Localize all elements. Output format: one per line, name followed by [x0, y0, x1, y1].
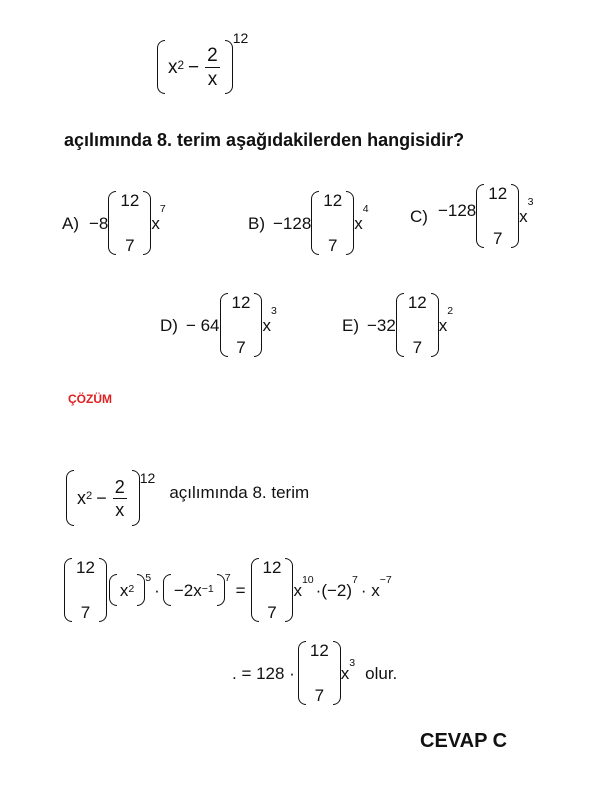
binomial	[108, 190, 151, 256]
option-exponent: 3	[527, 195, 534, 208]
option-label: A)	[62, 213, 79, 233]
binom-bottom: 7	[328, 236, 338, 255]
right-mid: ·(−2)	[315, 580, 353, 600]
binom-bottom: 7	[236, 338, 246, 357]
solution-line-2	[232, 640, 397, 706]
option-coefficient: −8	[89, 213, 109, 233]
right-x-exp: 10	[301, 573, 314, 586]
dot: ·	[154, 580, 160, 600]
option-e[interactable]	[342, 292, 453, 358]
binom-top: 12	[488, 184, 508, 203]
intro-fraction	[113, 478, 127, 519]
binom-bottom: 7	[314, 686, 325, 705]
fraction-numerator: 2	[114, 476, 125, 497]
expr-minus: −	[188, 56, 200, 78]
question-expression	[157, 29, 249, 94]
binomial	[251, 557, 294, 623]
binom-top: 12	[120, 191, 140, 210]
right-mid-exp: 7	[352, 573, 358, 586]
option-label: E)	[342, 315, 359, 335]
option-coefficient: −128	[437, 200, 477, 220]
option-d[interactable]	[160, 292, 277, 358]
option-exponent: 4	[362, 202, 369, 215]
binom-top: 12	[76, 558, 95, 577]
fraction-denominator: x	[207, 68, 218, 90]
option-exponent: 7	[159, 202, 166, 215]
intro-minus: −	[96, 488, 107, 508]
option-label: D)	[160, 315, 178, 335]
left-paren	[157, 40, 165, 94]
solution-intro	[66, 470, 309, 526]
option-coefficient: − 64	[185, 315, 220, 335]
binomial	[476, 183, 519, 249]
option-coefficient: −32	[367, 315, 396, 335]
equals: =	[235, 580, 246, 600]
question-prompt: açılımında 8. terim aşağıdakilerden hangisidir?	[64, 130, 465, 150]
part2-inner-exp: −1	[201, 582, 214, 595]
binom-top: 12	[262, 558, 282, 577]
expr-base-exp: 2	[177, 58, 185, 72]
expr-fraction	[205, 46, 220, 89]
option-label: B)	[248, 213, 265, 233]
part1-base: x	[119, 580, 129, 600]
intro-outer-exp: 12	[139, 470, 156, 486]
binomial	[220, 292, 263, 358]
binom-bottom: 7	[267, 603, 277, 622]
right-end-exp: −7	[379, 573, 392, 586]
option-coefficient: −128	[273, 213, 312, 233]
line2-prefix: . = 128 ·	[232, 663, 295, 683]
option-variable: x	[519, 206, 528, 226]
intro-text: açılımında 8. terim	[169, 482, 310, 502]
part1-inner-exp: 2	[128, 582, 135, 595]
binom-top: 12	[407, 293, 427, 312]
binomial	[396, 292, 439, 358]
solution-heading: ÇÖZÜM	[68, 392, 112, 406]
binom-top: 12	[323, 191, 343, 210]
option-a[interactable]	[62, 190, 166, 256]
expr-outer-exp: 12	[232, 29, 249, 46]
option-exponent: 3	[270, 304, 277, 317]
right-end: · x	[360, 580, 380, 600]
binom-bottom: 7	[125, 236, 135, 255]
intro-base: x	[77, 488, 86, 508]
binomial	[298, 640, 341, 706]
binomial	[64, 557, 107, 623]
line2-suffix: olur.	[365, 663, 398, 683]
right-x: x	[293, 580, 302, 600]
part2-outer-exp: 7	[224, 571, 231, 584]
line2-exponent: 3	[349, 656, 356, 669]
answer-label: CEVAP C	[420, 730, 508, 752]
option-label: C)	[410, 206, 428, 226]
option-variable: x	[151, 213, 160, 233]
option-c[interactable]	[410, 183, 534, 249]
binomial	[311, 190, 354, 256]
right-paren	[225, 40, 233, 94]
fraction-numerator: 2	[207, 44, 218, 66]
binom-top: 12	[231, 293, 251, 312]
part1-outer-exp: 5	[145, 571, 152, 584]
expr-base: x	[168, 56, 178, 78]
option-exponent: 2	[447, 304, 454, 317]
binom-bottom: 7	[492, 229, 503, 248]
binom-top: 12	[309, 641, 329, 660]
binom-bottom: 7	[412, 338, 423, 357]
fraction-denominator: x	[115, 499, 125, 520]
solution-line-1	[64, 557, 392, 623]
option-variable: x	[354, 213, 363, 233]
line2-variable: x	[340, 663, 350, 683]
intro-base-exp: 2	[86, 490, 93, 503]
option-b[interactable]	[248, 190, 369, 256]
binom-bottom: 7	[80, 603, 91, 622]
option-variable: x	[262, 315, 271, 335]
option-variable: x	[438, 315, 448, 335]
part2-base: −2x	[173, 580, 202, 600]
